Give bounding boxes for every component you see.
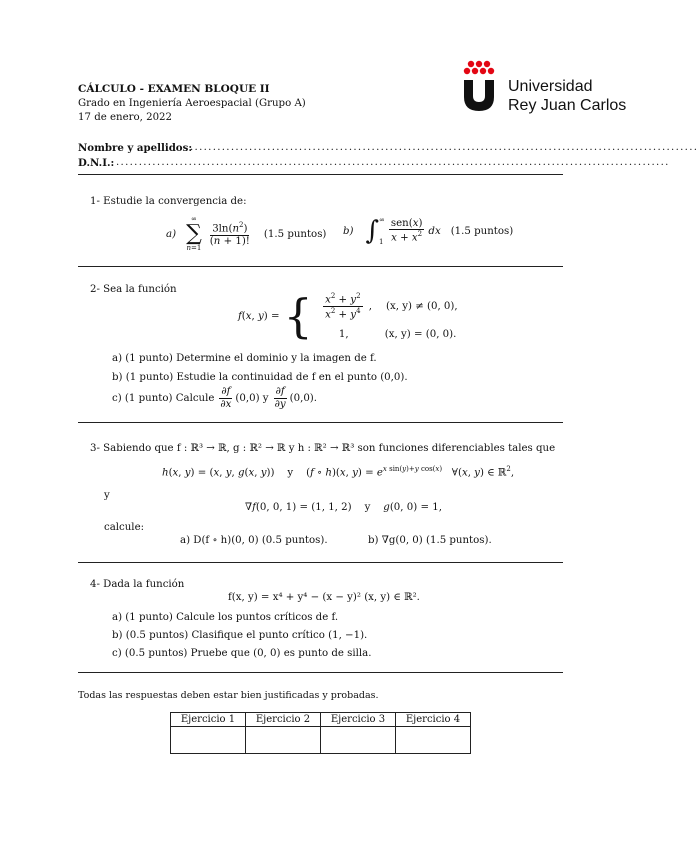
q1-part-b: b) ∫ ∞ 1 $\frac{\text{sen(x)}}{x + x^2}$ dx (1.5 puntos) bbox=[343, 216, 514, 246]
grades-header-2: Ejercicio 2 bbox=[246, 713, 321, 727]
exam-title: CÁLCULO - EXAMEN BLOQUE II bbox=[78, 83, 270, 95]
q1-part-a: a) ∞ ∑ n=1 $\frac{3\ln(n^2)}{(n + 1)!}$ (1.5 puntos) bbox=[166, 215, 327, 252]
q4-formula: f(x, y) = x⁴ + y⁴ − (x − y)² (x, y) ∈ ℝ². bbox=[228, 592, 420, 603]
exam-date: 17 de enero, 2022 bbox=[78, 112, 173, 123]
divider bbox=[78, 672, 563, 673]
q3-y-word: y bbox=[104, 490, 110, 501]
grades-header-1: Ejercicio 1 bbox=[171, 713, 246, 727]
q4-intro: 4- Dada la función bbox=[90, 579, 185, 590]
degree-subtitle: Grado en Ingeniería Aeroespacial (Grupo A) bbox=[78, 98, 306, 109]
grades-header-4: Ejercicio 4 bbox=[396, 713, 471, 727]
q3-formula-h: h(x, y) = (x, y, g(x, y)) y (f ∘ h)(x, $y) = e^{x sin(y)+y cos(x)}$ ∀(x, y) ∈ ℝ$^2$, bbox=[162, 465, 515, 479]
grade-cell-4[interactable] bbox=[396, 727, 471, 754]
q3-item-a: a) D(f ∘ h)(0, 0) (0.5 puntos). bbox=[180, 535, 328, 546]
q2-item-a: a) (1 punto) Determine el dominio y la imagen de f. bbox=[112, 353, 377, 364]
id-label: D.N.I.: bbox=[78, 157, 115, 169]
q2-item-c-text: c) (1 punto) Calcule bbox=[112, 392, 215, 404]
q1-a-points: (1.5 puntos) bbox=[263, 228, 327, 240]
q4-item-a: a) (1 punto) Calcule los puntos críticos de f. bbox=[112, 612, 339, 623]
divider bbox=[78, 422, 563, 423]
integral-symbol: ∫ ∞ 1 bbox=[365, 216, 385, 246]
q2-intro: 2- Sea la función bbox=[90, 284, 177, 295]
university-logo bbox=[462, 60, 496, 115]
q1-a-label: a) bbox=[166, 228, 177, 240]
name-label: Nombre y apellidos: bbox=[78, 142, 193, 154]
sum-symbol: ∞ ∑ n=1 bbox=[186, 215, 202, 252]
university-name-line1: Universidad bbox=[508, 78, 593, 95]
q3-intro: 3- Sabiendo que f : ℝ³ → ℝ, g : ℝ² → ℝ y h : ℝ² → ℝ³ son funciones diferenciables tales que bbox=[90, 443, 556, 454]
grades-header-3: Ejercicio 3 bbox=[321, 713, 396, 727]
q2-piecewise: f(x, y) = { $\frac{x^2 + y^2}{x^2 + y^4}$ , (x, y) ≠ (0, 0), 1, (x, y) = (0, 0). bbox=[238, 289, 458, 344]
grades-table bbox=[170, 712, 471, 754]
q2-item-c: c) (1 punto) Calcule $\frac{\partial f}{\partial x}$ (0,0) y $\frac{\partial f}{\partial y}$ (0,0). bbox=[112, 386, 318, 410]
urjc-u-icon bbox=[462, 60, 496, 112]
id-field[interactable]: .......................................................................................................................... bbox=[116, 157, 670, 168]
q2-case1-condition: (x, y) ≠ (0, 0), bbox=[386, 301, 458, 313]
grade-cell-1[interactable] bbox=[171, 727, 246, 754]
q4-item-b: b) (0.5 puntos) Clasifique el punto crítico (1, −1). bbox=[112, 630, 368, 641]
divider bbox=[78, 174, 563, 175]
q3-formula-grad: ∇f(0, 0, 1) = (1, 1, 2) y g(0, 0) = 1, bbox=[245, 502, 442, 513]
q2-item-b: b) (1 punto) Estudie la continuidad de f en el punto (0,0). bbox=[112, 372, 408, 383]
divider bbox=[78, 266, 563, 267]
q1-b-label: b) bbox=[343, 225, 354, 237]
divider bbox=[78, 562, 563, 563]
q3-item-b: b) ∇g(0, 0) (1.5 puntos). bbox=[368, 535, 492, 546]
q3-calcule: calcule: bbox=[104, 522, 145, 533]
q2-case2-condition: (x, y) = (0, 0). bbox=[384, 329, 457, 341]
q4-item-c: c) (0.5 puntos) Pruebe que (0, 0) es punto de silla. bbox=[112, 648, 372, 659]
q1-intro: 1- Estudie la convergencia de: bbox=[90, 196, 247, 207]
grade-cell-2[interactable] bbox=[246, 727, 321, 754]
grade-cell-3[interactable] bbox=[321, 727, 396, 754]
university-name-line2: Rey Juan Carlos bbox=[508, 97, 627, 114]
footer-note: Todas las respuestas deben estar bien justificadas y probadas. bbox=[78, 690, 379, 701]
name-field[interactable]: ................................................................................................................ bbox=[190, 142, 698, 153]
q1-b-points: (1.5 puntos) bbox=[450, 225, 514, 237]
